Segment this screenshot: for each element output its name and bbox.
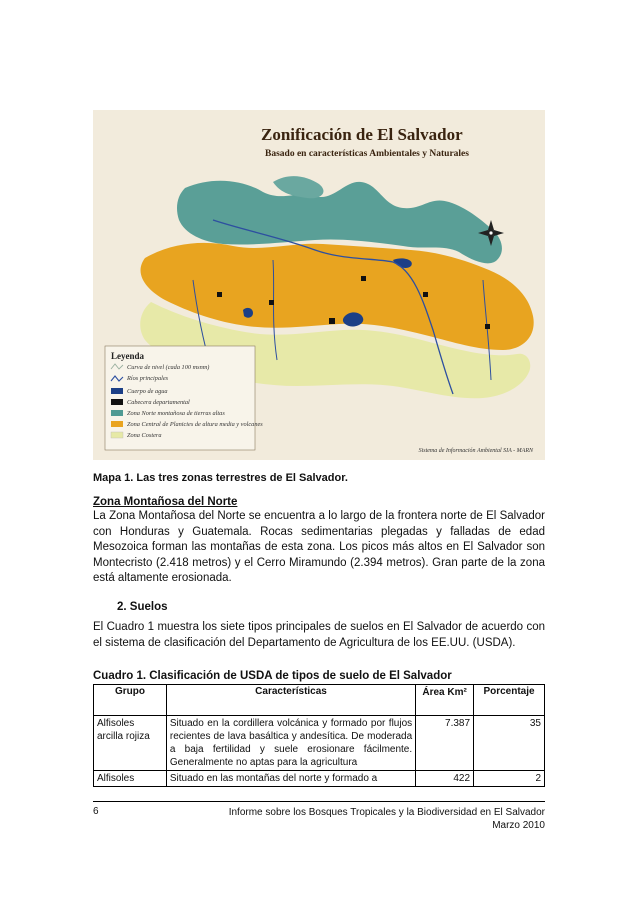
table-row xyxy=(94,771,545,787)
legend-central-icon xyxy=(111,421,123,427)
paragraph-north-zone: La Zona Montañosa del Norte se encuentra a lo largo de la frontera norte de El Salvador con Honduras y Guatemala. Rocas sedimentarias plegadas y falladas de edad Mesozoica forman las montañas de esta zona. Los picos más altos en El Salvador son Montecristo (2.418 metros) y el Cerro Miramundo (2.394 metros). Gran parte de la zona está altamente erosionada. xyxy=(93,510,545,585)
footer-report-title: Informe sobre los Bosques Tropicales y la Biodiversidad en El Salvador xyxy=(228,807,545,818)
table-header-row xyxy=(94,685,545,716)
map-subtitle: Basado en características Ambientales y Naturales xyxy=(265,149,469,159)
legend-coastal-icon xyxy=(111,432,123,438)
legend-label-capital: Cabecera departamental xyxy=(127,399,190,406)
paragraph-suelos: El Cuadro 1 muestra los siete tipos principales de suelos en El Salvador de acuerdo con el sistema de clasificación del Departamento de Agricultura de los EE.UU. (USDA). xyxy=(93,621,545,649)
legend-label-rivers: Ríos principales xyxy=(127,375,169,382)
legend-label-water: Cuerpo de agua xyxy=(127,388,168,395)
section-heading-suelos: 2. Suelos xyxy=(117,601,168,613)
cell-caracteristicas: Situado en la cordillera volcánica y formado por flujos recientes de lava basáltica y andesítica. De moderada a baja fertilidad y suele erosionare fácilmente. Generalmente no aptas para la agricultura xyxy=(166,716,415,771)
cell-porcentaje: 35 xyxy=(474,716,545,771)
legend-label-central: Zona Central de Planicies de altura media y volcanes xyxy=(127,421,263,428)
legend-label-north: Zona Norte montañosa de tierras altas xyxy=(127,410,225,417)
cell-grupo: Alfisoles arcilla rojiza xyxy=(94,716,167,771)
footer-text xyxy=(205,806,545,832)
header-caracteristicas: Características xyxy=(166,685,415,716)
section-heading-north: Zona Montañosa del Norte xyxy=(93,496,238,508)
lake-coatepeque xyxy=(243,308,253,318)
map-caption: Mapa 1. Las tres zonas terrestres de El Salvador. xyxy=(93,472,348,484)
header-porcentaje: Porcentaje xyxy=(474,685,545,716)
cell-caracteristicas: Situado en las montañas del norte y formado a xyxy=(166,771,415,787)
soil-classification-table xyxy=(93,684,545,787)
cell-grupo: Alfisoles xyxy=(94,771,167,787)
legend-water-icon xyxy=(111,388,123,394)
zoning-map xyxy=(93,110,545,460)
map-title: Zonificación de El Salvador xyxy=(261,125,463,144)
header-grupo: Grupo xyxy=(94,685,167,716)
legend-label-coastal: Zona Costera xyxy=(127,432,162,439)
map-graphic xyxy=(93,110,545,460)
footer-date: Marzo 2010 xyxy=(492,820,545,831)
cell-porcentaje: 2 xyxy=(474,771,545,787)
cell-area: 7.387 xyxy=(416,716,474,771)
table-caption: Cuadro 1. Clasificación de USDA de tipos de suelo de El Salvador xyxy=(93,670,452,682)
footer-page-number: 6 xyxy=(93,806,99,817)
footer-divider xyxy=(93,801,545,802)
cell-area: 422 xyxy=(416,771,474,787)
legend-title: Leyenda xyxy=(111,351,145,361)
legend-capital-icon xyxy=(111,399,123,405)
legend-label-contour: Curva de nivel (cada 100 msnm) xyxy=(127,364,210,371)
table-row xyxy=(94,716,545,771)
header-area: Área Km² xyxy=(416,685,474,716)
legend-north-icon xyxy=(111,410,123,416)
map-credit: Sistema de Información Ambiental SIA - MARN xyxy=(418,448,533,454)
